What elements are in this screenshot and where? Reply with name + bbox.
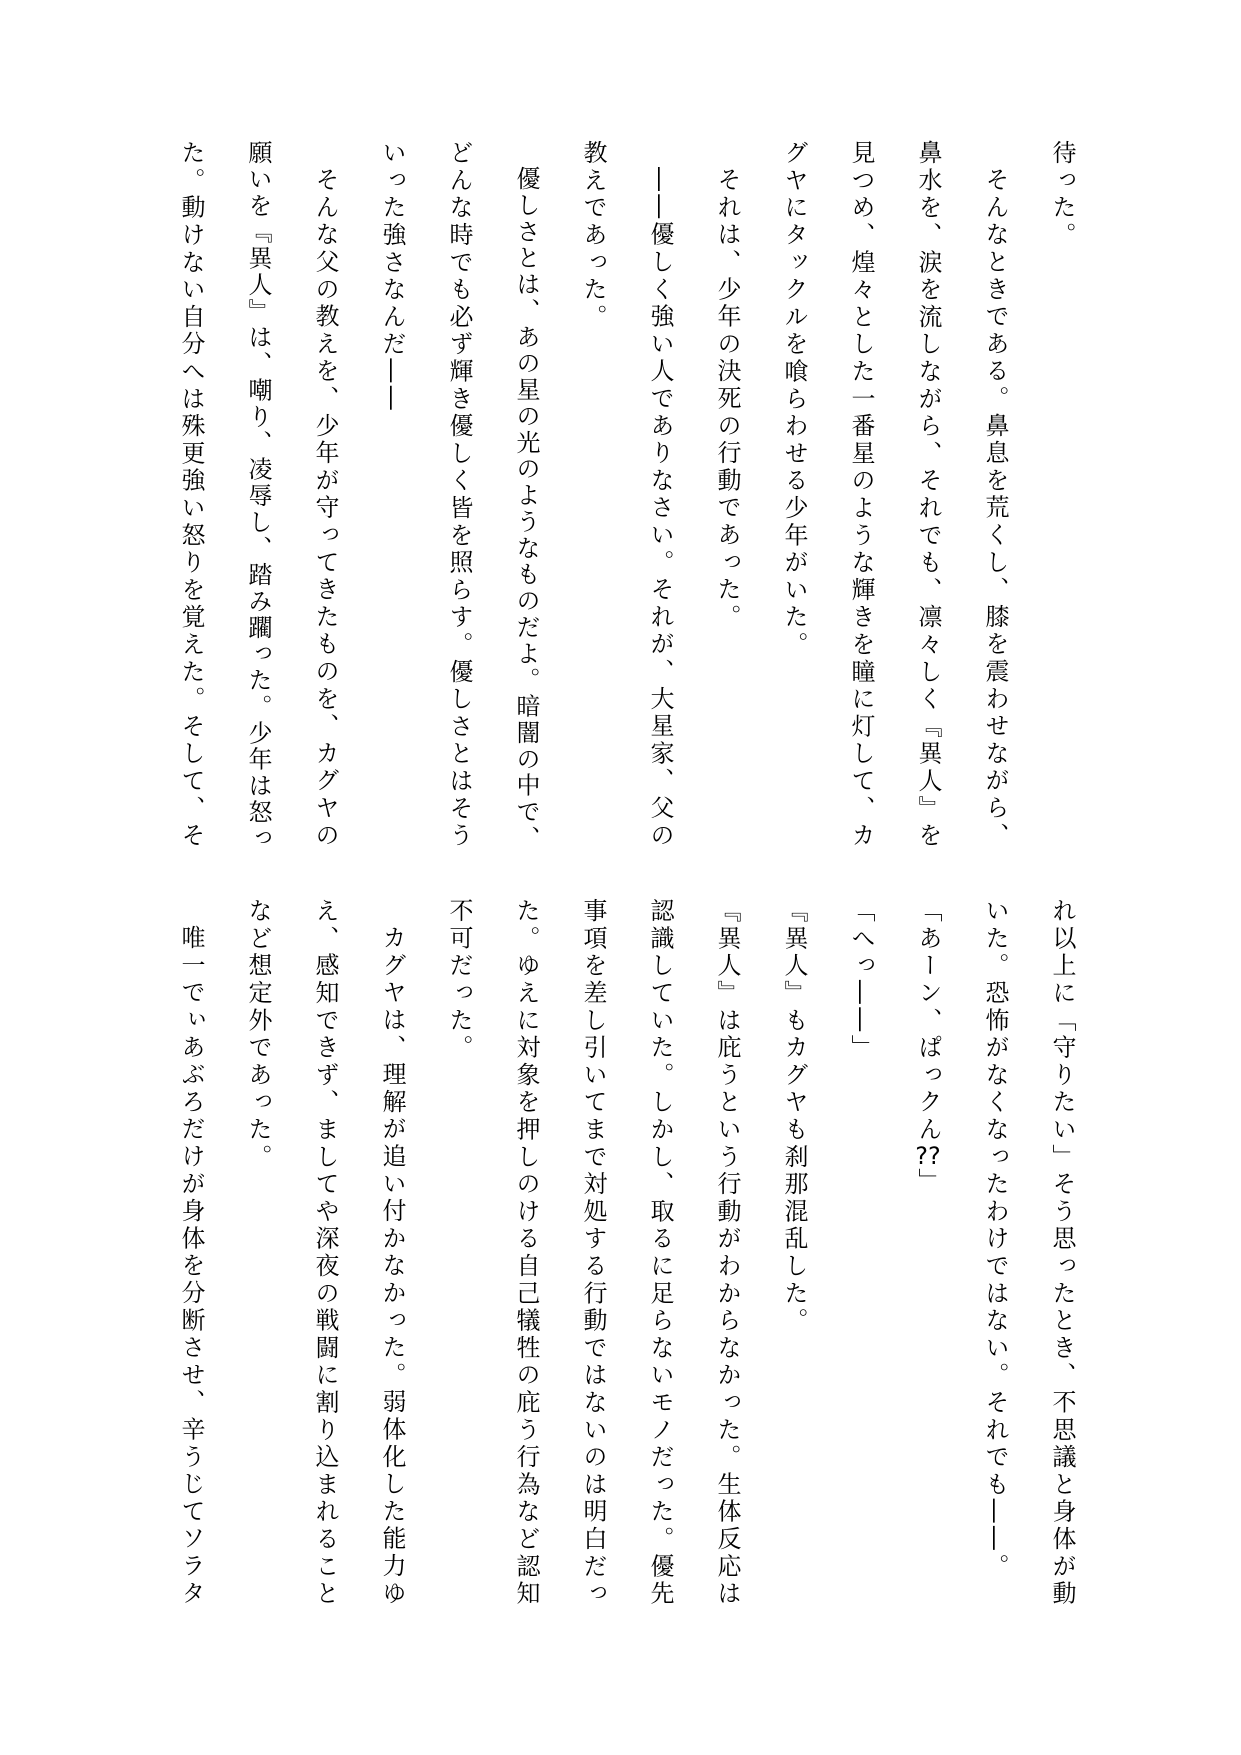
- text-line: など想定外であった。: [244, 898, 272, 1171]
- text-line: それは、少年の決死の行動であった。: [713, 167, 741, 632]
- text-line: 鼻水を、涙を流しながら、それでも、凛々しく『異人』を: [914, 140, 942, 850]
- text-line: 不可だった。: [445, 898, 473, 1062]
- text-line: た。動けない自分へは殊更強い怒りを覚えた。そして、そ: [177, 140, 205, 850]
- text-line: いった強さなんだ――: [378, 140, 406, 413]
- text-band-bottom: [157, 898, 1095, 1610]
- text-band-top: [157, 140, 1095, 852]
- text-line: 教えであった。: [579, 140, 607, 332]
- text-line: そんなときである。鼻息を荒くし、膝を震わせながら、: [981, 167, 1009, 850]
- tatechuyoko-marks: ??: [915, 1143, 941, 1168]
- text-line: 『異人』は庇うという行動がわからなかった。生体反応は: [713, 898, 741, 1608]
- text-line: 「あーン、ぱっクん??」: [914, 898, 942, 1196]
- text-line: どんな時でも必ず輝き優しく皆を照らす。優しさとはそう: [445, 140, 473, 850]
- text-line: 事項を差し引いてまで対処する行動ではないのは明白だっ: [579, 898, 607, 1608]
- text-line: いた。恐怖がなくなったわけではない。それでも――。: [981, 898, 1009, 1581]
- text-line: 待った。: [1048, 140, 1076, 250]
- text-line: れ以上に「守りたい」そう思ったとき、不思議と身体が動: [1048, 898, 1076, 1608]
- text-line: ――優しく強い人でありなさい。それが、大星家、父の: [646, 167, 674, 850]
- text-line: カグヤは、理解が追い付かなかった。弱体化した能力ゆ: [378, 925, 406, 1608]
- text-line: 優しさとは、あの星の光のようなものだよ。暗闇の中で、: [512, 166, 540, 852]
- text-line: 唯一でぃあぶろだけが身体を分断させ、辛うじてソラタ: [177, 925, 205, 1608]
- text-line: 願いを『異人』は、嘲り、凌辱し、踏み躙った。少年は怒っ: [244, 140, 272, 852]
- text-line: 認識していた。しかし、取るに足らないモノだった。優先: [646, 898, 674, 1608]
- text-line: 「へっ――」: [847, 898, 875, 1062]
- text-line: 『異人』もカグヤも刹那混乱した。: [780, 898, 808, 1335]
- text-line: え、感知できず、ましてや深夜の戦闘に割り込まれること: [311, 898, 339, 1608]
- text-line: グヤにタックルを喰らわせる少年がいた。: [780, 140, 808, 659]
- text-line: 見つめ、煌々とした一番星のような輝きを瞳に灯して、カ: [847, 140, 875, 850]
- text-line: た。ゆえに対象を押しのける自己犠牲の庇う行為など認知: [512, 898, 540, 1608]
- text-line: そんな父の教えを、少年が守ってきたものを、カグヤの: [311, 167, 339, 850]
